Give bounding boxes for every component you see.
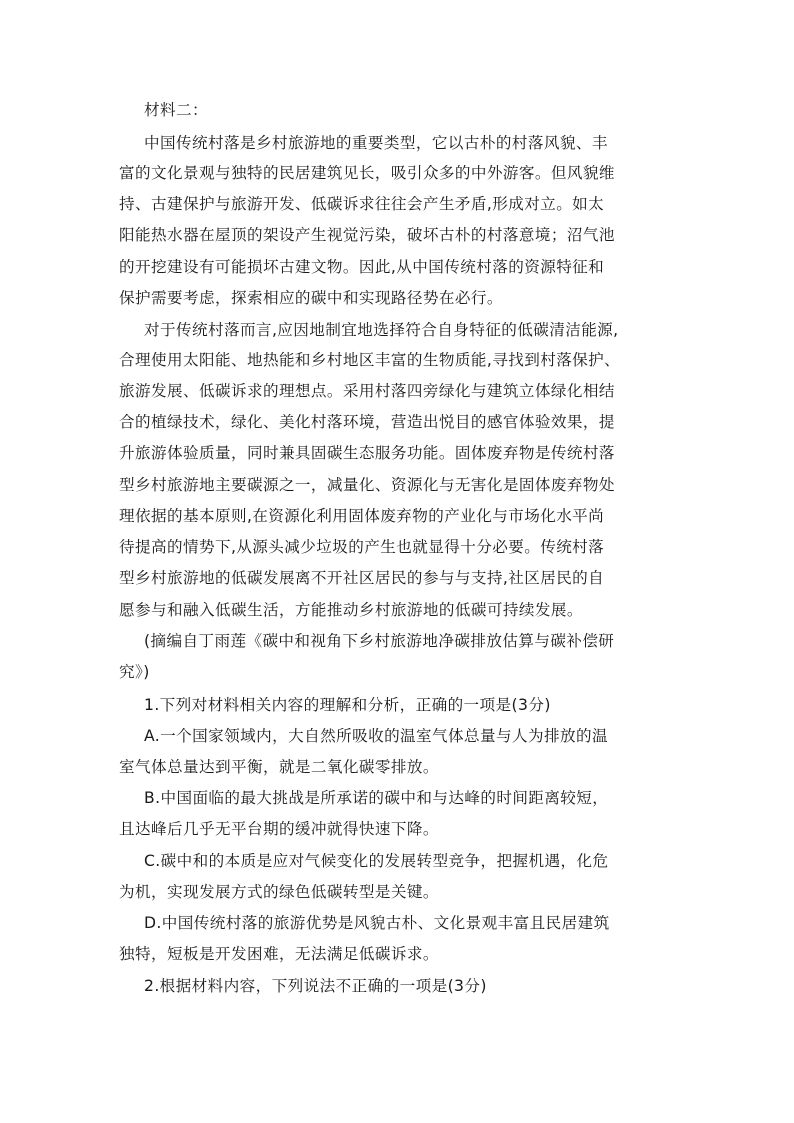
paragraph-line: 旅游发展、低碳诉求的理想点。采用村落四旁绿化与建筑立体绿化相结 xyxy=(119,382,615,400)
paragraph-line: 理依据的基本原则,在资源化利用固体废弃物的产业化与市场化水平尚 xyxy=(119,507,605,525)
paragraph-line: 持、古建保护与旅游开发、低碳诉求往往会产生矛盾,形成对立。如太 xyxy=(119,195,605,213)
option-d: D.中国传统村落的旅游优势是风貌古朴、文化景观丰富且民居建筑 xyxy=(144,914,610,932)
paragraph-line: 保护需要考虑，探索相应的碳中和实现路径势在必行。 xyxy=(119,289,503,307)
question-1-stem: 1.下列对材料相关内容的理解和分析，正确的一项是(3分) xyxy=(144,696,551,714)
paragraph-line: 对于传统村落而言,应因地制宜地选择符合自身特征的低碳清洁能源, xyxy=(144,321,619,339)
paragraph-line: 富的文化景观与独特的民居建筑见长，吸引众多的中外游客。但风貌维 xyxy=(119,164,615,182)
paragraph-line: 的开挖建设有可能损坏古建文物。因此,从中国传统村落的资源特征和 xyxy=(119,258,605,276)
option-c: 为机，实现发展方式的绿色低碳转型是关键。 xyxy=(119,883,439,901)
option-d: 独特，短板是开发困难，无法满足低碳诉求。 xyxy=(119,945,439,963)
option-c: C.碳中和的本质是应对气候变化的发展转型竞争，把握机遇，化危 xyxy=(144,852,609,870)
option-a: A.一个国家领域内，大自然所吸收的温室气体总量与人为排放的温 xyxy=(144,727,608,745)
paragraph-line: 合的植绿技术，绿化、美化村落环境，营造出悦目的感官体验效果，提 xyxy=(119,413,615,431)
paragraph-line: 合理使用太阳能、地热能和乡村地区丰富的生物质能,寻找到村落保护、 xyxy=(119,351,621,369)
paragraph-line: 中国传统村落是乡村旅游地的重要类型，它以古朴的村落风貌、丰 xyxy=(144,134,608,152)
section-heading: 材料二： xyxy=(144,101,208,119)
paragraph-line: 升旅游体验质量，同时兼具固碳生态服务功能。固体废弃物是传统村落 xyxy=(119,444,615,462)
paragraph-line: 愿参与和融入低碳生活，方能推动乡村旅游地的低碳可持续发展。 xyxy=(119,601,583,619)
question-2-stem: 2.根据材料内容，下列说法不正确的一项是(3分) xyxy=(144,977,487,995)
source-citation: 究》) xyxy=(119,663,150,681)
paragraph-line: 型乡村旅游地主要碳源之一，减量化、资源化与无害化是固体废弃物处 xyxy=(119,476,615,494)
option-a: 室气体总量达到平衡，就是二氧化碳零排放。 xyxy=(119,758,439,776)
option-b: B.中国面临的最大挑战是所承诺的碳中和与达峰的时间距离较短， xyxy=(144,789,609,807)
source-citation: (摘编自丁雨莲《碳中和视角下乡村旅游地净碳排放估算与碳补偿研 xyxy=(144,632,615,650)
paragraph-line: 阳能热水器在屋顶的架设产生视觉污染，破坏古朴的村落意境；沼气池 xyxy=(119,226,615,244)
option-b: 且达峰后几乎无平台期的缓冲就得快速下降。 xyxy=(119,820,439,838)
paragraph-line: 待提高的情势下,从源头减少垃圾的产生也就显得十分必要。传统村落 xyxy=(119,538,605,556)
paragraph-line: 型乡村旅游地的低碳发展离不开社区居民的参与与支持,社区居民的自 xyxy=(119,569,605,587)
